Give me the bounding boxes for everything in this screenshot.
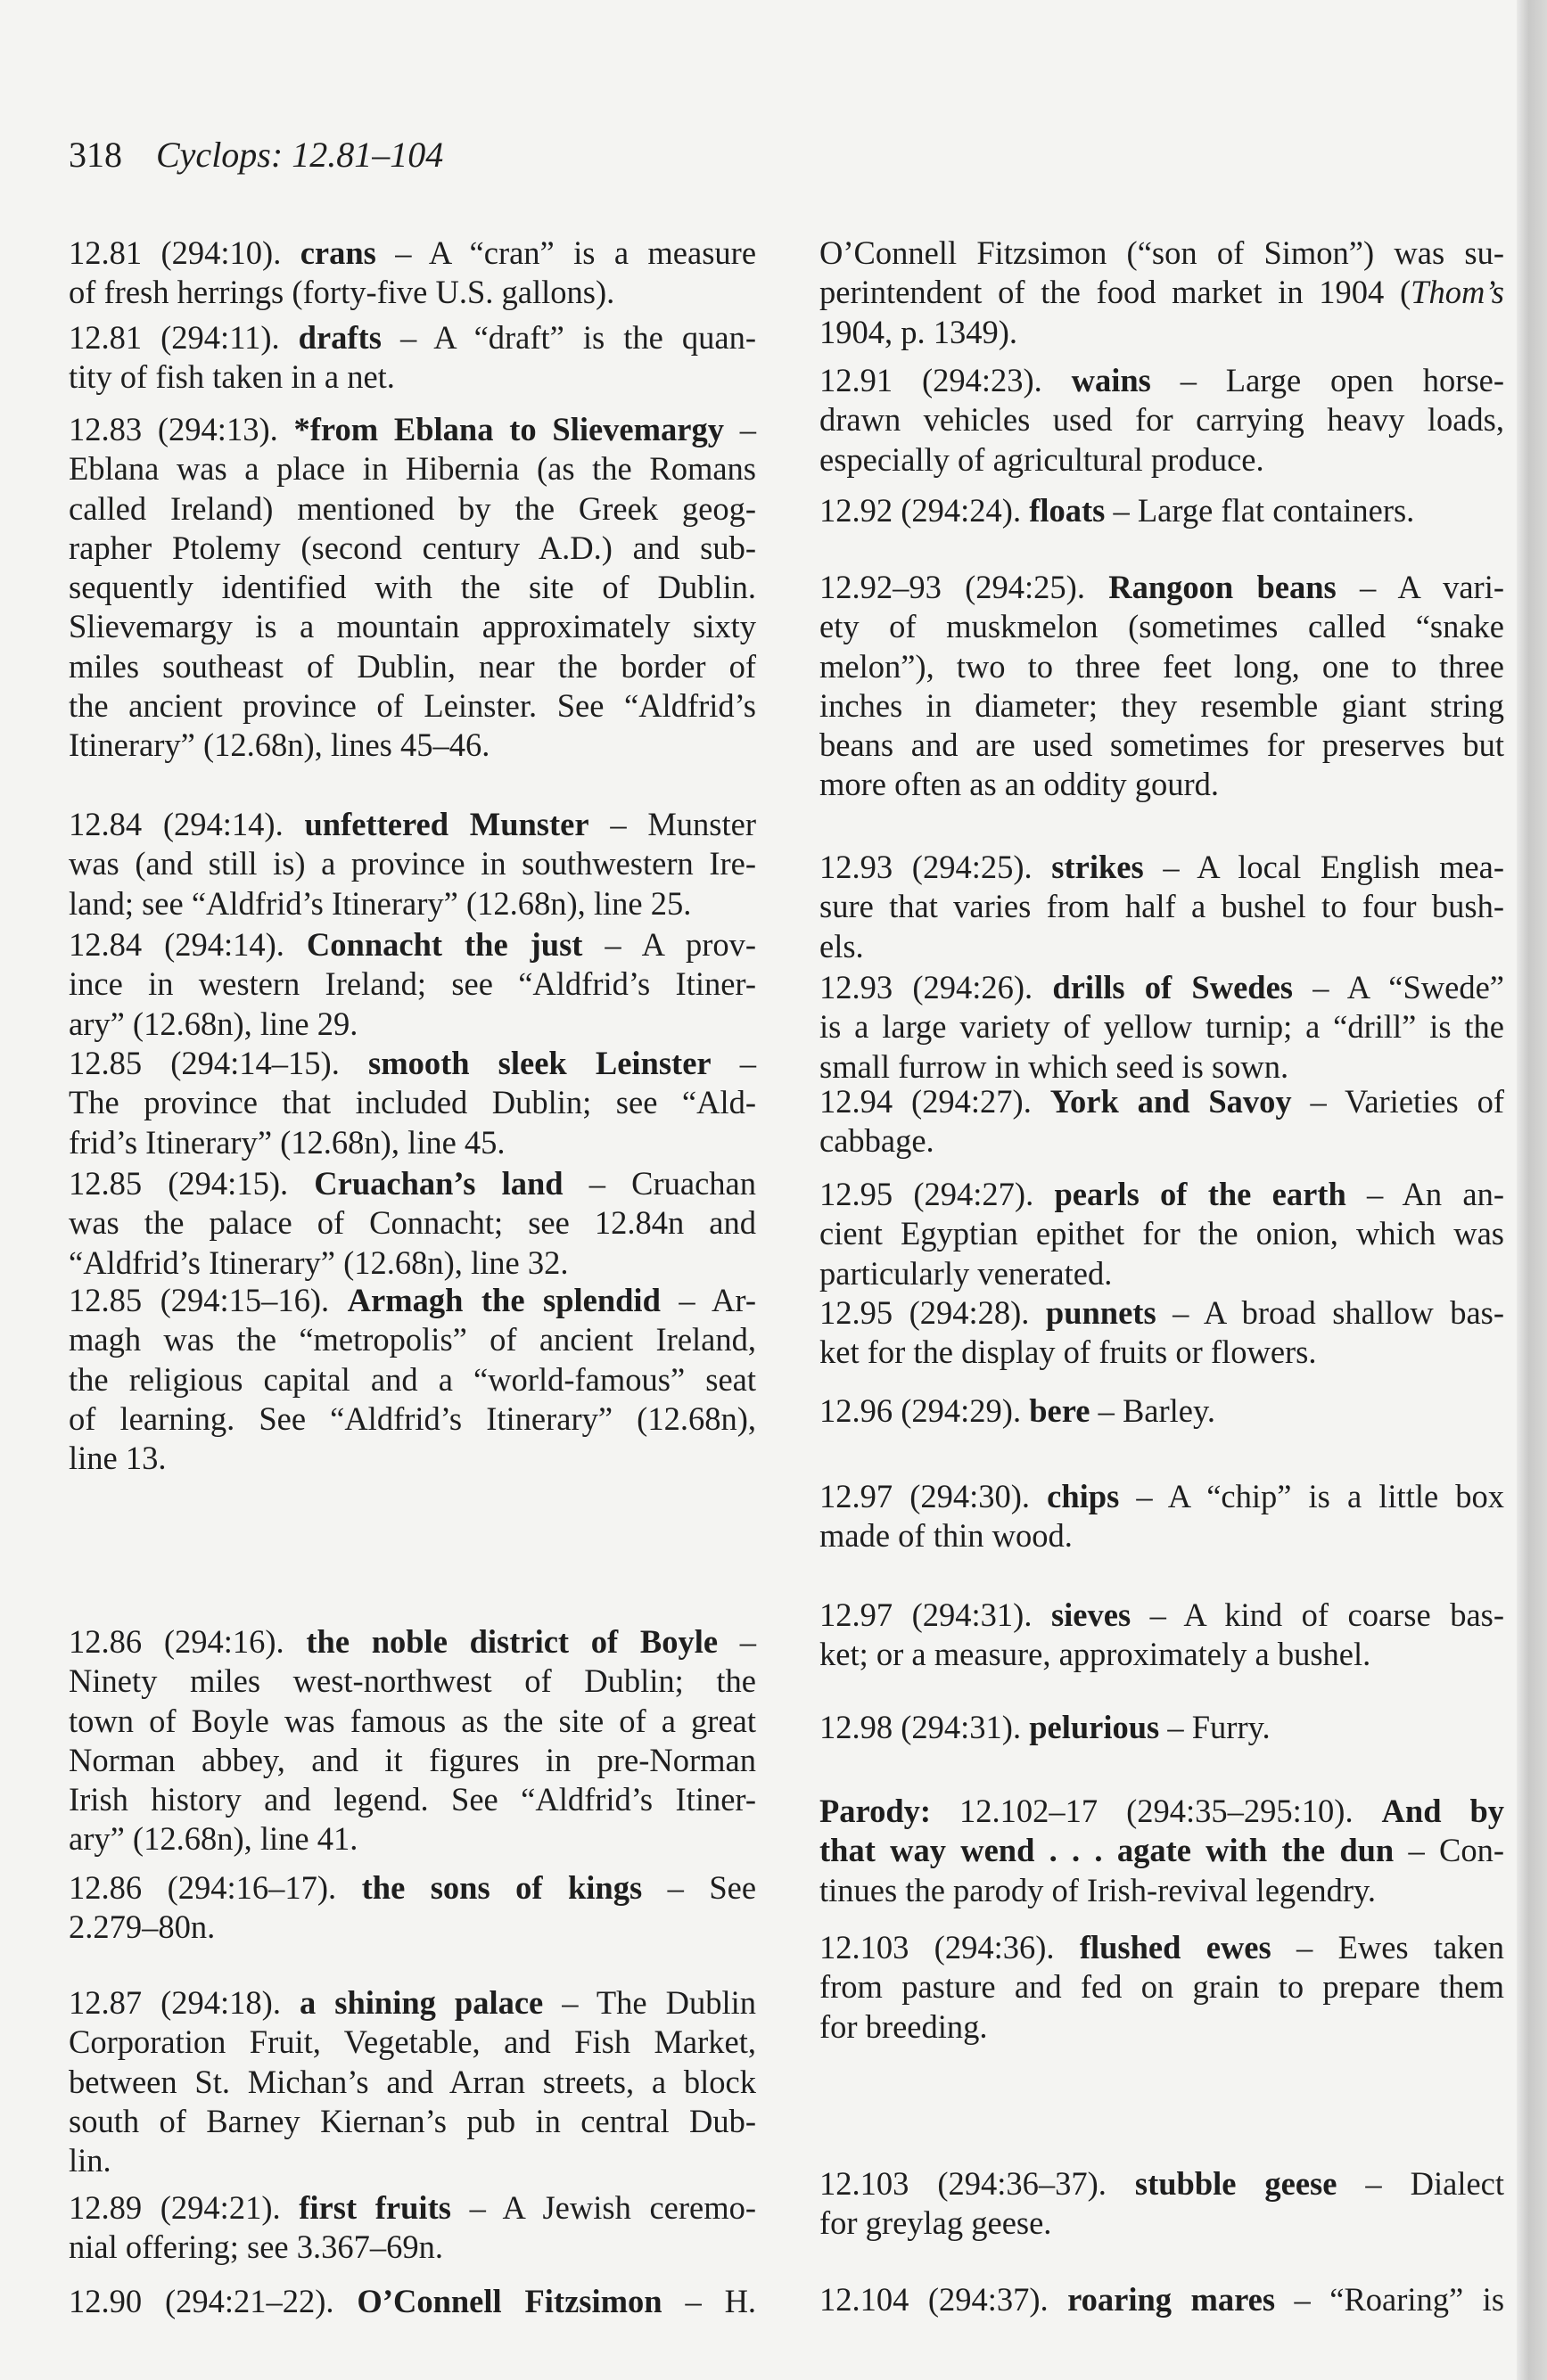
page-gutter-edge	[1517, 0, 1547, 2380]
note-entry: 12.94 (294:27). York and Savoy – Varieties of cabbage.	[819, 1083, 1504, 1160]
note-entry: 12.84 (294:14). Connacht the just – A prov- ince in western Ireland; see “Aldfrid’s Itiner- ary” (12.68n), line 29.	[69, 926, 757, 1042]
note-entry-continued: O’Connell Fitzsimon (“son of Simon”) was su- perintendent of the food market in 1904 (Thom’s 1904, p. 1349).	[819, 234, 1504, 350]
note-entry: 12.93 (294:26). drills of Swedes – A “Swede” is a large variety of yellow turnip; a “drill” is the small furrow in which seed is sown.	[819, 969, 1504, 1085]
note-entry: 12.97 (294:30). chips – A “chip” is a little box made of thin wood.	[819, 1478, 1505, 1555]
note-entry: 12.98 (294:31). pelurious – Furry.	[819, 1709, 1271, 1745]
note-entry: 12.104 (294:37). roaring mares – “Roaring” is	[819, 2281, 1505, 2318]
note-entry: 12.103 (294:36–37). stubble geese – Dialect for greylag geese.	[819, 2165, 1505, 2242]
note-entry: 12.81 (294:11). drafts – A “draft” is the quan- tity of fish taken in a net.	[69, 319, 756, 396]
running-title: Cyclops: 12.81–104	[156, 135, 444, 175]
note-entry: 12.86 (294:16–17). the sons of kings – See 2.279–80n.	[69, 1869, 757, 1946]
note-entry: 12.90 (294:21–22). O’Connell Fitzsimon – H.	[69, 2283, 757, 2319]
note-entry: 12.89 (294:21). first fruits – A Jewish ceremo- nial offering; see 3.367–69n.	[69, 2189, 757, 2266]
note-entry: 12.103 (294:36). flushed ewes – Ewes taken from pasture and fed on grain to prepare them for breeding.	[819, 1929, 1504, 2045]
note-entry: 12.92–93 (294:25). Rangoon beans – A vari- ety of muskmelon (sometimes called “snake melon”), two to three feet long, one to three inches in diameter; they resemble giant string beans and are used sometimes for preserves but more often as an oddity gourd.	[819, 569, 1504, 803]
page-number: 318	[69, 135, 122, 175]
note-entry-parody: Parody: 12.102–17 (294:35–295:10). And by that way wend . . . agate with the dun – Con- tinues the parody of Irish-revival legendry.	[819, 1793, 1505, 1908]
note-entry: 12.96 (294:29). bere – Barley.	[819, 1392, 1215, 1429]
note-entry: 12.83 (294:13). *from Eblana to Slievemargy – Eblana was a place in Hibernia (as the Romans called Ireland) mentioned by the Greek geog- rapher Ptolemy (second century A.D.) and sub- sequently identified with the site of Dublin. Slievemargy is a mountain approximately sixty miles southeast of Dublin, near the border of the ancient province of Leinster. See “Aldfrid’s Itinerary” (12.68n), lines 45–46.	[69, 411, 757, 764]
note-entry: 12.92 (294:24). floats – Large flat containers.	[819, 492, 1415, 529]
note-entry: 12.85 (294:15–16). Armagh the splendid – Ar- magh was the “metropolis” of ancient Ireland, the religious capital and a “world-famous” seat of learning. See “Aldfrid’s Itinerary” (12.68n), line 13.	[69, 1282, 756, 1477]
note-entry: 12.93 (294:25). strikes – A local English mea- sure that varies from half a bushel to four bush- els.	[819, 849, 1505, 964]
note-entry: 12.91 (294:23). wains – Large open horse- drawn vehicles used for carrying heavy loads, especially of agricultural produce.	[819, 362, 1505, 478]
note-entry: 12.95 (294:27). pearls of the earth – An an- cient Egyptian epithet for the onion, which was particularly venerated.	[819, 1176, 1504, 1292]
note-entry: 12.85 (294:14–15). smooth sleek Leinster – The province that included Dublin; see “Ald- frid’s Itinerary” (12.68n), line 45.	[69, 1045, 757, 1161]
note-entry: 12.81 (294:10). crans – A “cran” is a measure of fresh herrings (forty-five U.S. gallons).	[69, 234, 757, 311]
running-header	[69, 134, 443, 176]
note-entry: 12.85 (294:15). Cruachan’s land – Cruachan was the palace of Connacht; see 12.84n and “Aldfrid’s Itinerary” (12.68n), line 32.	[69, 1165, 756, 1281]
note-entry: 12.86 (294:16). the noble district of Boyle – Ninety miles west-northwest of Dublin; the town of Boyle was famous as the site of a great Norman abbey, and it figures in pre-Norman Irish history and legend. See “Aldfrid’s Itiner- ary” (12.68n), line 41.	[69, 1623, 757, 1858]
note-entry: 12.84 (294:14). unfettered Munster – Munster was (and still is) a province in southwestern Ire- land; see “Aldfrid’s Itinerary” (12.68n), line 25.	[69, 806, 756, 922]
note-entry: 12.95 (294:28). punnets – A broad shallow bas- ket for the display of fruits or flowers.	[819, 1294, 1505, 1371]
note-entry: 12.97 (294:31). sieves – A kind of coarse bas- ket; or a measure, approximately a bushel.	[819, 1596, 1505, 1673]
note-entry: 12.87 (294:18). a shining palace – The Dublin Corporation Fruit, Vegetable, and Fish Market, between St. Michan’s and Arran streets, a block south of Barney Kiernan’s pub in central Dub- lin.	[69, 1984, 756, 2179]
